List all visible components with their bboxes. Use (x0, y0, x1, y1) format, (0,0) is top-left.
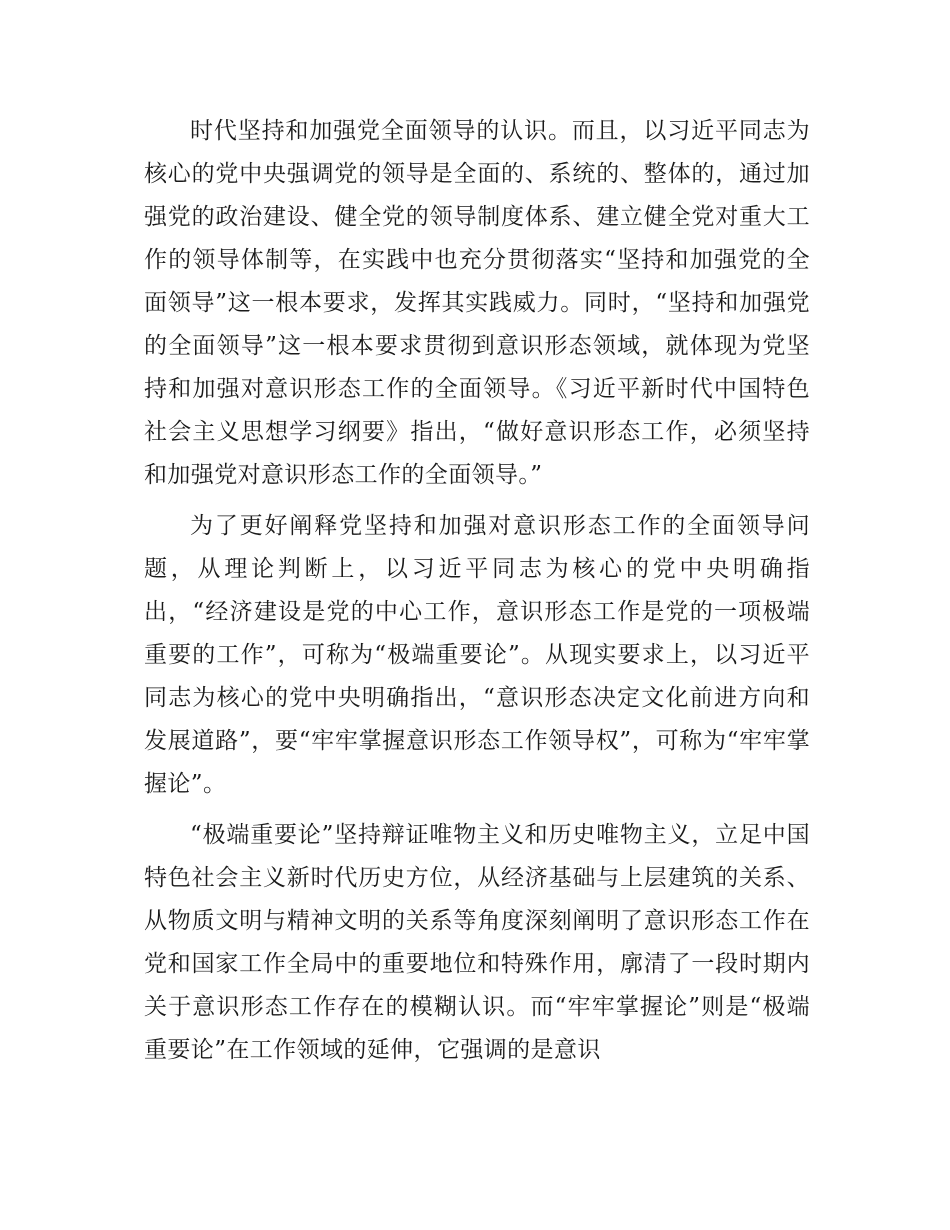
paragraph-3: “极端重要论”坚持辩证唯物主义和历史唯物主义，立足中国特色社会主义新时代历史方位，从经济基础与上层建筑的关系、从物质文明与精神文明的关系等角度深刻阐明了意识形态工作在党和国家工作全局中的重要地位和特殊作用，廓清了一段时期内关于意识形态工作存在的模糊认识。而“牢牢掌握论”则是“极端重要论”在工作领域的延伸，它强调的是意识 (144, 822, 810, 1063)
paragraph-1: 时代坚持和加强党全面领导的认识。而且，以习近平同志为核心的党中央强调党的领导是全面的、系统的、整体的，通过加强党的政治建设、健全党的领导制度体系、建立健全党对重大工作的领导体制等，在实践中也充分贯彻落实“坚持和加强党的全面领导”这一根本要求，发挥其实践威力。同时，“坚持和加强党的全面领导”这一根本要求贯彻到意识形态领域，就体现为党坚持和加强对意识形态工作的全面领导。《习近平新时代中国特色社会主义思想学习纲要》指出，“做好意识形态工作，必须坚持和加强党对意识形态工作的全面领导。” (144, 118, 810, 488)
paragraph-2: 为了更好阐释党坚持和加强对意识形态工作的全面领导问题，从理论判断上，以习近平同志为核心的党中央明确指出，“经济建设是党的中心工作，意识形态工作是党的一项极端重要的工作”，可称为“极端重要论”。从现实要求上，以习近平同志为核心的党中央明确指出，“意识形态决定文化前进方向和发展道路”，要“牢牢掌握意识形态工作领导权”，可称为“牢牢掌握论”。 (144, 513, 810, 797)
document-body (144, 110, 810, 1072)
